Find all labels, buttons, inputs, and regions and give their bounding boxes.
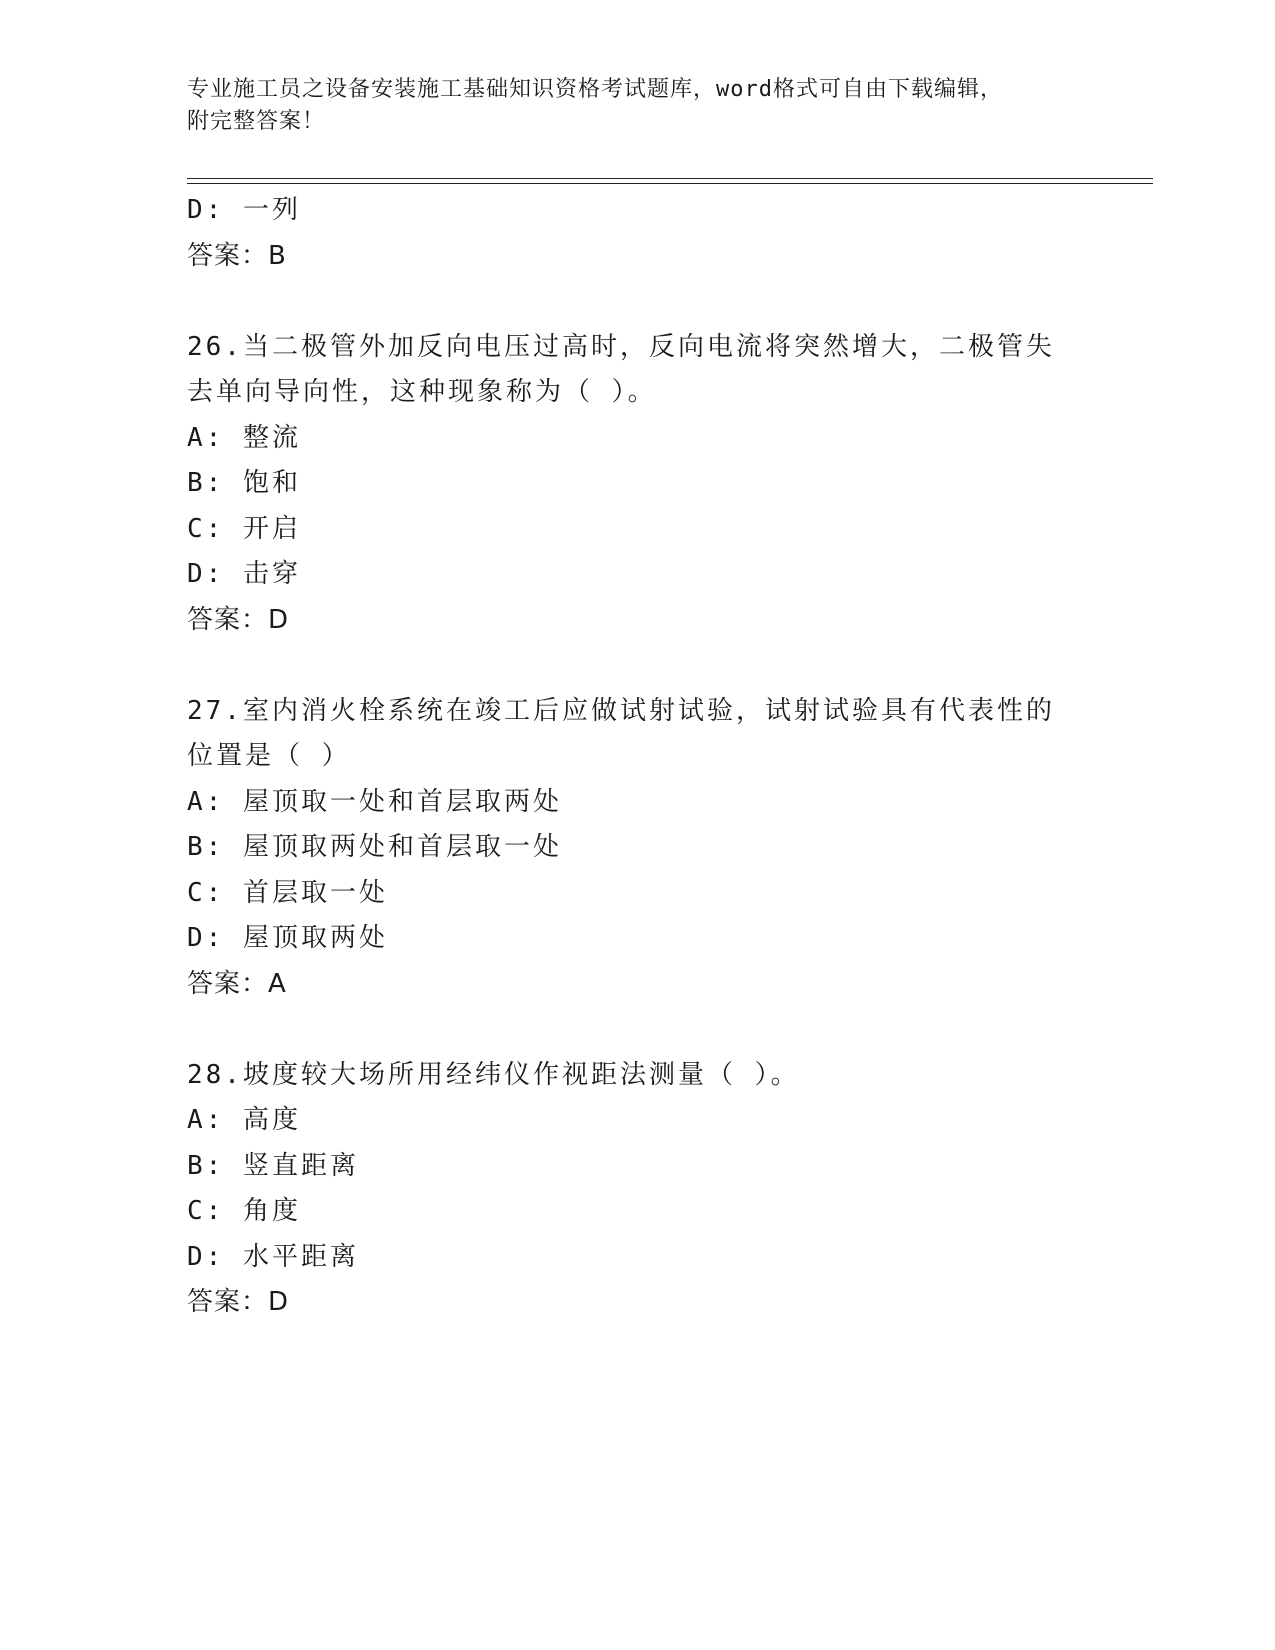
answer: 答案：D <box>187 604 290 635</box>
option-d: D: 水平距离 <box>187 1241 359 1272</box>
header-divider-bottom <box>187 183 1153 184</box>
option-d: D: 一列 <box>187 195 301 225</box>
spacer <box>187 279 1087 325</box>
document-body <box>187 188 1087 1326</box>
option-b: B: 屋顶取两处和首层取一处 <box>187 832 562 862</box>
spacer <box>187 643 1087 689</box>
header-line-1: 专业施工员之设备安装施工基础知识资格考试题库，word格式可自由下载编辑， <box>187 77 1003 102</box>
header-line-2: 附完整答案！ <box>187 109 326 134</box>
header-divider-top <box>187 178 1153 179</box>
question-28 <box>187 1053 1087 1326</box>
answer: 答案：D <box>187 1287 290 1317</box>
question-stem: 28.坡度较大场所用经纬仪作视距法测量（ ）。 <box>187 1059 800 1090</box>
question-26 <box>187 325 1087 644</box>
option-a: A: 屋顶取一处和首层取两处 <box>187 786 562 817</box>
option-b: B: 竖直距离 <box>187 1150 359 1181</box>
answer: 答案：B <box>187 240 287 271</box>
option-a: A: 整流 <box>187 422 301 453</box>
spacer <box>187 1007 1087 1053</box>
answer: 答案：A <box>187 968 287 999</box>
question-stem: 26.当二极管外加反向电压过高时，反向电流将突然增大，二极管失去单向导向性，这种现象称为（ ）。 <box>187 331 1055 407</box>
option-c: C: 角度 <box>187 1196 301 1226</box>
previous-question-tail <box>187 188 1087 279</box>
question-stem: 27.室内消火栓系统在竣工后应做试射试验，试射试验具有代表性的位置是（ ） <box>187 695 1055 771</box>
option-a: A: 高度 <box>187 1105 301 1135</box>
option-d: D: 屋顶取两处 <box>187 923 388 953</box>
document-header <box>187 74 1087 138</box>
option-d: D: 击穿 <box>187 559 301 589</box>
option-c: C: 开启 <box>187 513 301 544</box>
option-b: B: 饱和 <box>187 468 301 498</box>
question-27 <box>187 689 1087 1008</box>
option-c: C: 首层取一处 <box>187 877 388 908</box>
